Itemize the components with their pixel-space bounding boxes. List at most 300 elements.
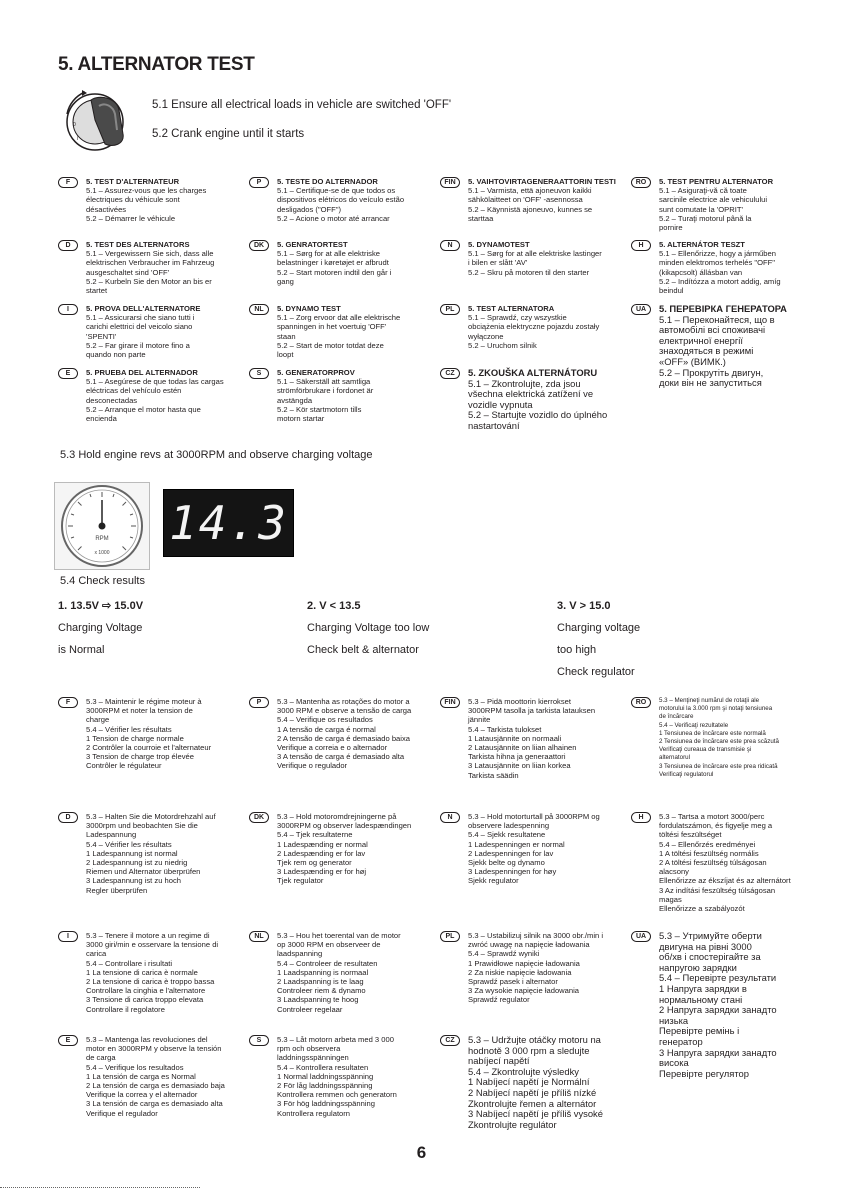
lang-block-cz xyxy=(440,368,622,432)
lang-block-title: 5. TEST D'ALTERNATEUR xyxy=(86,177,180,186)
lang-block-line: 5.3 – Hold motorturtall på 3000RPM og xyxy=(468,812,600,821)
lang-block-line: charge xyxy=(86,715,110,725)
language-code-badge: NL xyxy=(249,931,269,942)
lang-block-line: 5.3 – Hou het toerental van de motor xyxy=(277,931,401,940)
lang-block-i xyxy=(58,931,240,1014)
lang-block-title: 5. TESTE DO ALTERNADOR xyxy=(277,177,378,186)
lang-block-line: 5.1 – Ellenőrizze, hogy a járműben xyxy=(659,249,776,259)
lang-block-pl xyxy=(440,304,622,350)
language-code-badge: N xyxy=(440,240,460,251)
lang-block-line: 5.2 – Start motoren indtil den går i xyxy=(277,267,392,277)
lang-block-line: wyłączone xyxy=(468,331,504,341)
lang-block-line: 3000RPM et noter la tension de xyxy=(86,706,193,716)
lang-block-line: fordulatszámon, és figyelje meg a xyxy=(659,821,773,831)
lang-block-line: 1 Normal laddningsspänning xyxy=(277,1071,374,1081)
lang-block-line: alternatorul xyxy=(659,754,690,762)
lang-block-line: zwróć uwagę na napięcie ładowania xyxy=(468,940,590,950)
lang-block-line: 5.2 – Démarrer le véhicule xyxy=(86,213,176,223)
lang-block-line: Zkontrolujte regulátor xyxy=(468,1118,557,1130)
lang-block-line: 3000 RPM e observe a tensão de carga xyxy=(277,706,412,716)
lang-block-line: Verifique el regulador xyxy=(86,1108,158,1118)
svg-text:0: 0 xyxy=(73,122,76,128)
lang-block-ro xyxy=(631,177,813,232)
language-code-badge: FIN xyxy=(440,177,460,188)
lang-block-line: 2 A tensão de carga é demasiado baixa xyxy=(277,733,410,743)
page-title: 5. ALTERNATOR TEST xyxy=(58,54,255,75)
lang-block-line: 5.4 – Zkontrolujte výsledky xyxy=(468,1065,579,1077)
lang-block-line: електричної енергії xyxy=(659,334,743,346)
lang-block-line: 5.1 – Säkerställ att samtliga xyxy=(277,377,371,387)
step-5-4: 5.4 Check results xyxy=(60,575,145,587)
lang-block-line: Ladespannung xyxy=(86,830,137,840)
lang-block-line: 2 La tensión de carga es demasiado baja xyxy=(86,1081,225,1091)
lang-block-line: beindul xyxy=(659,286,684,296)
lang-block-line: 5.4 – Tarkista tulokset xyxy=(468,724,542,734)
lang-block-n xyxy=(440,240,622,277)
language-code-badge: D xyxy=(58,812,78,823)
lang-block-line: 5.4 – Verificaţi rezultatele xyxy=(659,721,729,729)
lang-block-fin xyxy=(440,177,622,223)
lang-block-line: pornire xyxy=(659,223,683,233)
lang-block-n xyxy=(440,812,622,886)
language-code-badge: RO xyxy=(631,697,651,708)
lang-block-ua xyxy=(631,304,813,389)
lang-block-dk xyxy=(249,240,431,286)
lang-block-line: Sjekk belte og dynamo xyxy=(468,858,545,868)
lang-block-line: 3 Tensiunea de încărcare este prea ridicată xyxy=(659,762,778,770)
lang-block-line: 1 Latausjännite on normaali xyxy=(468,733,562,743)
lang-block-line: Sjekk regulator xyxy=(468,876,519,886)
lang-block-line: observere ladespenning xyxy=(468,821,550,831)
result-line: too high xyxy=(557,644,597,656)
lang-block-line: 5.2 – Käynnistä ajoneuvo, kunnes se xyxy=(468,204,593,214)
lang-block-line: 3 Latausjännite on liian korkea xyxy=(468,761,571,771)
lang-block-line: 2 A töltési feszültség túlságosan xyxy=(659,858,767,868)
lang-block-line: gang xyxy=(277,276,294,286)
lang-block-line: 5.2 – Startujte vozidlo do úplného xyxy=(468,409,608,421)
lang-block-line: 1 Ladespannung ist normal xyxy=(86,848,178,858)
lang-block-d xyxy=(58,812,240,895)
lang-block-line: 5.4 – Verifique los resultados xyxy=(86,1062,184,1072)
lang-block-line: 1 A töltési feszültség normális xyxy=(659,848,759,858)
lang-block-line: 5.1 – Sørg for at alle elektriske lastinger xyxy=(468,249,602,259)
lang-block-line: 5.2 – Acione o motor até arrancar xyxy=(277,213,390,223)
lang-block-line: 2 Ladespænding er for lav xyxy=(277,848,366,858)
intro-step-1: 5.1 Ensure all electrical loads in vehicle are switched 'OFF' xyxy=(152,99,452,111)
lang-block-line: électriques du véhicule sont xyxy=(86,195,180,205)
lang-block-line: 5.1 – Zkontrolujte, zda jsou xyxy=(468,377,581,389)
lang-block-line: Tjek regulator xyxy=(277,876,324,886)
lang-block-line: 5.1 – Vergewissern Sie sich, dass alle xyxy=(86,249,214,259)
lang-block-line: Controleer riem & dynamo xyxy=(277,986,366,996)
lang-block-line: desconectadas xyxy=(86,395,138,405)
language-code-badge: UA xyxy=(631,931,651,942)
lang-block-line: Verificaţi cureaua de transmisie şi xyxy=(659,746,752,754)
lang-block-line: 5.2 – Kurbeln Sie den Motor an bis er xyxy=(86,276,212,286)
language-code-badge: DK xyxy=(249,812,269,823)
result-line: Charging Voltage too low xyxy=(307,622,430,634)
lang-block-line: spanningen in het voertuig 'OFF' xyxy=(277,322,387,332)
lang-block-line: 5.3 – Утримуйте оберти xyxy=(659,930,762,941)
lang-block-line: de carga xyxy=(86,1053,116,1063)
lang-block-line: 5.2 – Arranque el motor hasta que xyxy=(86,404,201,414)
lang-block-line: Tarkista hihna ja generaattori xyxy=(468,752,566,762)
lang-block-line: 5.3 – Halten Sie die Motordrehzahl auf xyxy=(86,812,216,821)
lang-block-line: vozidle vypnuta xyxy=(468,398,533,410)
lang-block-line: 3000RPM og observer ladespændingen xyxy=(277,821,412,831)
lang-block-title: 5. ПЕРЕВІРКА ГЕНЕРАТОРА xyxy=(659,303,787,314)
intro-step-2: 5.2 Crank engine until it starts xyxy=(152,128,305,140)
lang-block-line: 3 Tension de charge trop élevée xyxy=(86,752,194,762)
lang-block-line: Controllare la cinghia e l'alternatore xyxy=(86,986,206,996)
lang-block-line: знаходяться в режимі xyxy=(659,345,754,357)
language-code-badge: FIN xyxy=(440,697,460,708)
page-divider xyxy=(0,1187,200,1190)
lang-block-line: laddningsspänningen xyxy=(277,1053,349,1063)
lang-block-line: 5.2 – Far girare il motore fino a xyxy=(86,340,190,350)
lang-block-title: 5. TEST DES ALTERNATORS xyxy=(86,240,190,249)
lang-block-title: 5. VAIHTOVIRTAGENERAATTORIN TESTI xyxy=(468,177,616,186)
lang-block-line: 1 La tensione di carica è normale xyxy=(86,967,198,977)
lang-block-line: 2 La tensione di carica è troppo bassa xyxy=(86,977,215,987)
lang-block-line: 3000RPM tasolla ja tarkista latauksen xyxy=(468,706,596,716)
step-5-3: 5.3 Hold engine revs at 3000RPM and observe charging voltage xyxy=(60,449,373,461)
lang-block-line: 3 Za wysokie napięcie ładowania xyxy=(468,986,580,996)
lang-block-line: 5.4 – Vérifier les résultats xyxy=(86,724,172,734)
lang-block-line: нормальному стані xyxy=(659,993,743,1005)
lang-block-line: 5.1 – Sørg for at alle elektriske xyxy=(277,249,380,259)
lang-block-h xyxy=(631,812,813,913)
lang-block-line: Controleer regelaar xyxy=(277,1004,343,1014)
lang-block-p xyxy=(249,697,431,771)
lang-block-title: 5. DYNAMOTEST xyxy=(468,240,530,249)
lang-block-line: 5.2 – Skru på motoren til den starter xyxy=(468,267,590,277)
lang-block-line: 3 Ladespænding er for høj xyxy=(277,867,367,877)
language-code-badge: S xyxy=(249,1035,269,1046)
language-code-badge: D xyxy=(58,240,78,251)
language-code-badge: CZ xyxy=(440,1035,460,1046)
lang-block-line: nabíjecí napětí xyxy=(468,1055,530,1067)
lang-block-line: 5.1 – Asiguraţi-vă că toate xyxy=(659,186,747,196)
lang-block-s xyxy=(249,1035,431,1118)
lang-block-title: 5. ZKOUŠKA ALTERNÁTORU xyxy=(468,367,598,378)
lang-block-line: i bilen er slått 'AV' xyxy=(468,258,528,268)
lang-block-line: 3 A tensão de carga é demasiado alta xyxy=(277,752,405,762)
lang-block-line: 2 Contrôler la courroie et l'alternateur xyxy=(86,743,212,753)
lang-block-line: Contrôler le régulateur xyxy=(86,761,162,771)
language-code-badge: CZ xyxy=(440,368,460,379)
lang-block-line: 5.4 – Sprawdź wyniki xyxy=(468,949,540,959)
lang-block-p xyxy=(249,177,431,223)
language-code-badge: P xyxy=(249,177,269,188)
lang-block-line: 5.3 – Mantenga las revoluciones del xyxy=(86,1035,208,1044)
lang-block-line: 5.3 – Pidä moottorin kierrokset xyxy=(468,697,571,706)
result-heading: 1. 13.5V ⇨ 15.0V xyxy=(58,600,144,612)
lang-block-line: 3 Nabíjecí napětí je příliš vysoké xyxy=(468,1108,603,1120)
rpm-gauge-icon xyxy=(54,482,150,570)
lang-block-line: sähkölaitteet on 'OFF' -asennossa xyxy=(468,195,583,205)
lang-block-title: 5. DYNAMO TEST xyxy=(277,304,341,313)
lang-block-line: Ellenőrizze a szabályozót xyxy=(659,904,745,914)
lang-block-line: Controllare il regolatore xyxy=(86,1004,165,1014)
lang-block-line: 5.1 – Sprawdź, czy wszystkie xyxy=(468,313,567,323)
lang-block-line: 3 Az indítási feszültség túlságosan xyxy=(659,885,776,895)
lang-block-line: ausgeschaltet sind 'OFF' xyxy=(86,267,170,277)
lang-block-line: 5.1 – Assicurarsi che siano tutti i xyxy=(86,313,195,323)
lang-block-line: 2 Напруга зарядки занадто xyxy=(659,1004,777,1016)
lang-block-line: низька xyxy=(659,1014,689,1026)
lang-block-line: 5.1 – Assurez-vous que les charges xyxy=(86,186,207,196)
lang-block-line: rpm och observera xyxy=(277,1044,341,1054)
voltage-reading: 14.3 xyxy=(169,496,288,550)
lang-block-line: Sprawdź pasek i alternator xyxy=(468,977,558,987)
lang-block-line: eléctricas del vehículo estén xyxy=(86,386,182,396)
lang-block-line: 5.3 – Mantenha as rotações do motor a xyxy=(277,697,410,706)
language-code-badge: F xyxy=(58,697,78,708)
lang-block-line: 5.3 – Maintenir le régime moteur à xyxy=(86,697,202,706)
lang-block-line: všechna elektrická zatížení ve xyxy=(468,388,594,400)
language-code-badge: S xyxy=(249,368,269,379)
lang-block-line: 5.3 – Ustabilizuj silnik na 3000 obr./min i xyxy=(468,931,604,940)
lang-block-line: напругою зарядки xyxy=(659,961,737,973)
result-line: Charging voltage xyxy=(557,622,641,634)
ignition-key-icon xyxy=(55,84,135,156)
lang-block-e xyxy=(58,368,240,423)
lang-block-line: dispositivos elétricos do veículo estão xyxy=(277,195,405,205)
lang-block-line: 5.1 – Varmista, että ajoneuvon kaikki xyxy=(468,186,592,196)
lang-block-line: 3 För hög laddningsspänning xyxy=(277,1099,375,1109)
lang-block-line: Tjek rem og generator xyxy=(277,858,352,868)
lang-block-line: quando non parte xyxy=(86,350,146,360)
lang-block-line: Kontrollera regulatorn xyxy=(277,1108,351,1118)
lang-block-line: Verifique a correia e o alternador xyxy=(277,743,388,753)
lang-block-line: 3 Laadspanning te hoog xyxy=(277,995,359,1005)
lang-block-line: 5.4 – Sjekk resultatene xyxy=(468,830,546,840)
lang-block-line: 1 Ladespenningen er normal xyxy=(468,839,565,849)
lang-block-line: encienda xyxy=(86,414,117,424)
lang-block-line: désactivées xyxy=(86,204,127,214)
lang-block-line: startet xyxy=(86,286,108,296)
lang-block-line: motor en 3000RPM y observe la tensión xyxy=(86,1044,222,1054)
language-code-badge: F xyxy=(58,177,78,188)
lang-block-line: sunt comutate la 'OPRIT' xyxy=(659,204,743,214)
lang-block-line: minden elektromos terhelés "OFF" xyxy=(659,258,775,268)
lang-block-title: 5. PROVA DELL'ALTERNATORE xyxy=(86,304,201,313)
lang-block-line: 2 Ladespenningen for lav xyxy=(468,848,554,858)
result-line: Check belt & alternator xyxy=(307,644,419,656)
lang-block-line: alacsony xyxy=(659,867,689,877)
lang-block-line: laadspanning xyxy=(277,949,323,959)
lang-block-line: 5.4 – Controllare i risultati xyxy=(86,958,173,968)
lang-block-line: доки він не запуститься xyxy=(659,377,762,389)
result-line: Charging Voltage xyxy=(58,622,143,634)
lang-block-s xyxy=(249,368,431,423)
lang-block-line: 2 Za niskie napięcie ładowania xyxy=(468,967,572,977)
lang-block-line: Riemen und Alternator überprüfen xyxy=(86,867,201,877)
lang-block-line: 5.3 – Tenere il motore a un regime di xyxy=(86,931,210,940)
lang-block-line: (kikapcsolt) állásban van xyxy=(659,267,743,277)
lang-block-line: 5.3 – Tartsa a motort 3000/perc xyxy=(659,812,765,821)
lang-block-line: об/хв і спостерігайте за xyxy=(659,951,761,963)
lang-block-line: 1 La tensión de carga es Normal xyxy=(86,1071,196,1081)
result-heading: 3. V > 15.0 xyxy=(557,600,611,612)
language-code-badge: P xyxy=(249,697,269,708)
lang-block-line: obciążenia elektryczne pojazdu zostały xyxy=(468,322,600,332)
lang-block-line: hodnotě 3 000 rpm a sledujte xyxy=(468,1044,590,1056)
lang-block-line: carichi elettrici del veicolo siano xyxy=(86,322,193,332)
lang-block-line: 'SPENTI' xyxy=(86,331,117,341)
lang-block-line: strömförbrukare i fordonet är xyxy=(277,386,374,396)
lang-block-line: starttaa xyxy=(468,213,494,223)
lang-block-line: 5.3 – Udržujte otáčky motoru na xyxy=(468,1034,601,1045)
lang-block-d xyxy=(58,240,240,295)
language-code-badge: UA xyxy=(631,304,651,315)
language-code-badge: H xyxy=(631,812,651,823)
lang-block-line: 2 Ladespannung ist zu niedrig xyxy=(86,858,188,868)
lang-block-line: sarcinile electrice ale vehiculului xyxy=(659,195,768,205)
lang-block-line: Zkontrolujte řemen a alternátor xyxy=(468,1097,597,1109)
lang-block-line: motorn startar xyxy=(277,414,325,424)
lang-block-line: 5.4 – Vérifier les résultats xyxy=(86,839,172,849)
lang-block-line: 1 Prawidłowe napięcie ładowania xyxy=(468,958,580,968)
language-code-badge: E xyxy=(58,1035,78,1046)
lang-block-title: 5. GENERATORPROV xyxy=(277,368,355,377)
language-code-badge: H xyxy=(631,240,651,251)
lang-block-line: Verifique la correa y el alternador xyxy=(86,1090,198,1100)
lang-block-line: Перевірте ремінь і xyxy=(659,1025,740,1037)
lang-block-line: Verificaţi regulatorul xyxy=(659,770,714,778)
lang-block-i xyxy=(58,304,240,359)
lang-block-f xyxy=(58,177,240,223)
lang-block-line: двигуна на рівні 3000 xyxy=(659,940,752,952)
lang-block-line: 5.4 – Controleer de resultaten xyxy=(277,958,378,968)
lang-block-nl xyxy=(249,931,431,1014)
language-code-badge: I xyxy=(58,304,78,315)
lang-block-line: 3 Tensione di carica troppo elevata xyxy=(86,995,204,1005)
lang-block-line: 3000rpm und beobachten Sie die xyxy=(86,821,198,831)
lang-block-line: 2 Tensiunea de încărcare este prea scăzută xyxy=(659,738,779,746)
lang-block-line: 2 Latausjännite on liian alhainen xyxy=(468,743,577,753)
lang-block-title: 5. TEST PENTRU ALTERNATOR xyxy=(659,177,774,186)
lang-block-line: nastartování xyxy=(468,419,520,431)
lang-block-line: 5.4 – Перевірте результати xyxy=(659,972,777,984)
lang-block-line: 5.1 – Zorg ervoor dat alle elektrische xyxy=(277,313,401,323)
lang-block-line: 5.4 – Ellenőrzés eredményei xyxy=(659,839,756,849)
page-number: 6 xyxy=(416,1143,427,1162)
lang-block-line: belastninger i køretøjet er afbrudt xyxy=(277,258,389,268)
lang-block-line: motorului la 3.000 rpm şi notaţi tensiunea xyxy=(659,705,773,713)
lang-block-line: 3 La tensión de carga es demasiado alta xyxy=(86,1099,223,1109)
gauge-label: RPM xyxy=(95,536,109,542)
lang-block-line: jännite xyxy=(468,715,491,725)
lang-block-line: 1 Nabíjecí napětí je Normální xyxy=(468,1076,590,1088)
svg-text:I: I xyxy=(77,136,79,142)
lang-block-line: 5.3 – Låt motorn arbeta med 3 000 xyxy=(277,1035,394,1044)
lang-block-title: 5. ALTERNÁTOR TESZT xyxy=(659,240,745,249)
lang-block-dk xyxy=(249,812,431,886)
lang-block-line: 5.3 – Menţineţi numărul de rotaţii ale xyxy=(659,697,760,704)
language-code-badge: PL xyxy=(440,931,460,942)
lang-block-line: 2 Nabíjecí napětí je příliš nízké xyxy=(468,1086,597,1098)
lang-block-ro xyxy=(631,697,813,779)
lang-block-line: 3 Ladespannung ist zu hoch xyxy=(86,876,181,886)
lang-block-line: 2 Laadspanning is te laag xyxy=(277,977,364,987)
lang-block-line: 5.1 – Переконайтеся, що в xyxy=(659,313,775,325)
lang-block-line: staan xyxy=(277,331,296,341)
lang-block-line: carica xyxy=(86,949,107,959)
lang-block-line: 1 Напруга зарядки в xyxy=(659,982,747,994)
lang-block-line: 5.2 – Turaţi motorul până la xyxy=(659,213,752,223)
lang-block-cz xyxy=(440,1035,622,1130)
language-code-badge: E xyxy=(58,368,78,379)
lang-block-line: Sprawdź regulator xyxy=(468,995,530,1005)
lang-block-line: Ellenőrizze az ékszíjat és az alternátort xyxy=(659,876,791,886)
result-column-3 xyxy=(557,595,640,683)
lang-block-line: 1 Ladespænding er normal xyxy=(277,839,368,849)
lang-block-line: 5.3 – Hold motoromdrejningerne på xyxy=(277,812,397,821)
lang-block-line: de încărcare xyxy=(659,713,694,721)
lang-block-title: 5. TEST ALTERNATORA xyxy=(468,304,555,313)
lang-block-f xyxy=(58,697,240,771)
lang-block-line: 2 För låg laddningsspänning xyxy=(277,1081,373,1091)
result-line: Check regulator xyxy=(557,666,635,678)
lang-block-line: 1 Tensiunea de încărcare este normală xyxy=(659,729,766,737)
gauge-sub-label: x 1000 xyxy=(94,550,110,556)
lang-block-line: Перевірте регулятор xyxy=(659,1067,749,1079)
lang-block-line: 1 A tensão de carga é normal xyxy=(277,724,376,734)
result-line: is Normal xyxy=(58,644,105,656)
lang-block-line: 5.2 – Indítózza a motort addig, amíg xyxy=(659,276,781,286)
language-code-badge: I xyxy=(58,931,78,942)
lang-block-title: 5. GENRATORTEST xyxy=(277,240,348,249)
lang-block-line: desligados ("OFF") xyxy=(277,204,342,214)
lang-block-line: 5.1 – Asegúrese de que todas las cargas xyxy=(86,377,224,387)
lang-block-line: 5.4 – Kontrollera resultaten xyxy=(277,1062,369,1072)
language-code-badge: NL xyxy=(249,304,269,315)
lang-block-line: 3000 giri/min e osservare la tensione di xyxy=(86,940,219,950)
language-code-badge: PL xyxy=(440,304,460,315)
lang-block-line: magas xyxy=(659,894,682,904)
language-code-badge: RO xyxy=(631,177,651,188)
lang-block-line: töltési feszültséget xyxy=(659,830,722,840)
result-column-1 xyxy=(58,595,143,661)
lang-block-line: 3 Напруга зарядки занадто xyxy=(659,1046,777,1058)
lang-block-line: 5.4 – Tjek resultaterne xyxy=(277,830,353,840)
lang-block-line: Kontrollera remmen och generatorn xyxy=(277,1090,397,1100)
lang-block-line: elektrischen Verbraucher im Fahrzeug xyxy=(86,258,215,268)
result-column-2 xyxy=(307,595,429,661)
lang-block-line: loopt xyxy=(277,350,294,360)
lang-block-fin xyxy=(440,697,622,780)
lang-block-line: висока xyxy=(659,1057,689,1069)
lang-block-line: 5.2 – Kör startmotorn tills xyxy=(277,404,362,414)
lang-block-line: генератор xyxy=(659,1035,703,1047)
lang-block-title: 5. PRUEBA DEL ALTERNADOR xyxy=(86,368,198,377)
lang-block-e xyxy=(58,1035,240,1118)
language-code-badge: DK xyxy=(249,240,269,251)
lang-block-line: 1 Laadspanning is normaal xyxy=(277,967,369,977)
lang-block-line: Tarkista säädin xyxy=(468,770,519,780)
lang-block-nl xyxy=(249,304,431,359)
language-code-badge: N xyxy=(440,812,460,823)
lang-block-line: «OFF» (ВИМК.) xyxy=(659,355,726,367)
lang-block-line: 5.2 – Прокрутіть двигун, xyxy=(659,366,764,378)
lang-block-line: 5.2 – Start de motor totdat deze xyxy=(277,340,384,350)
lang-block-line: 5.1 – Certifique-se de que todos os xyxy=(277,186,396,196)
lang-block-line: Verifique o regulador xyxy=(277,761,348,771)
lang-block-pl xyxy=(440,931,622,1005)
lang-block-line: автомобілі всі споживачі xyxy=(659,324,766,336)
